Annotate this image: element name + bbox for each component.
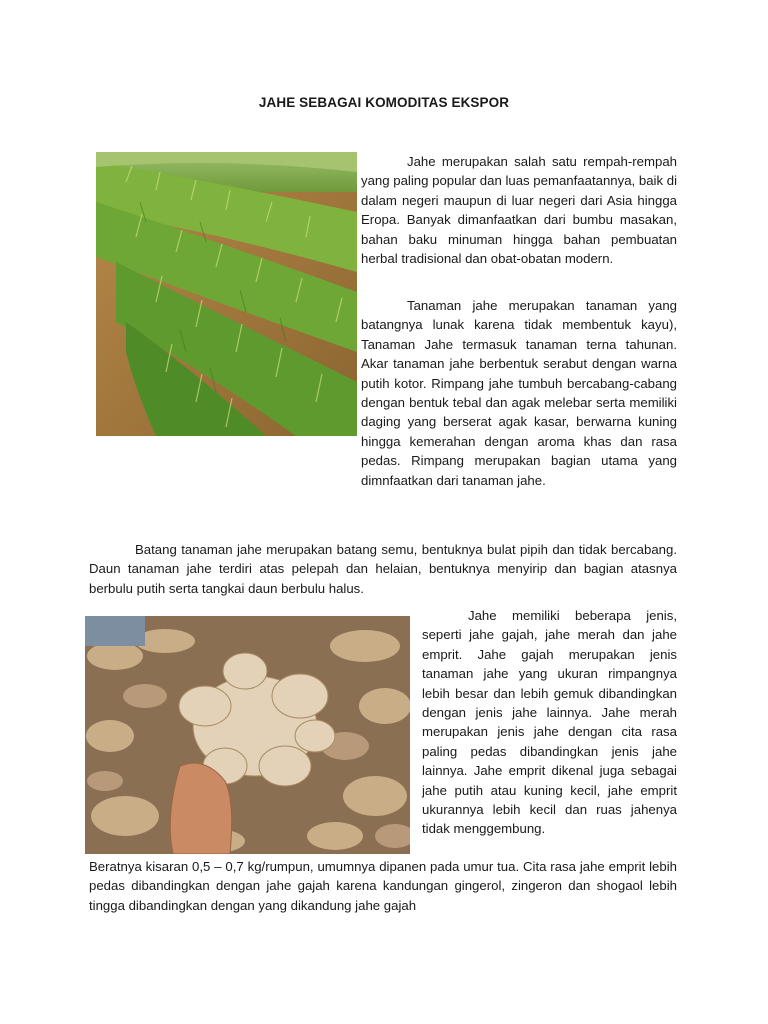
paragraph-types bbox=[422, 606, 677, 839]
paragraph-types-cont bbox=[89, 857, 677, 915]
paragraph-stem bbox=[89, 540, 677, 598]
paragraph-plant bbox=[361, 296, 677, 490]
paragraph-4a: Jahe memiliki beberapa jenis, seperti jahe gajah, jahe merah dan jahe emprit. Jahe gajah merupakan jenis tanaman jahe yang ukuran rimpangnya lebih besar dan lebih gemuk dibandingkan dengan jenis jahe lainnya. Jahe merah merupakan jenis jahe dengan cita rasa paling pedas dibandingkan jenis jahe lainnya. Jahe emprit dikenal juga sebagai jahe putih atau kuning kecil, jahe emprit ukurannya lebih kecil dan ruas jahenya tidak menggembung. bbox=[422, 608, 677, 837]
paragraph-4b: Beratnya kisaran 0,5 – 0,7 kg/rumpun, umumnya dipanen pada umur tua. Cita rasa jahe emprit lebih pedas dibandingkan dengan jahe gajah karena kandungan gingerol, zingeron dan shogaol lebih tingga dibandingkan dengan yang dikandung jahe gajah bbox=[89, 859, 677, 913]
paragraph-1: Jahe merupakan salah satu rempah-rempah yang paling popular dan luas pemanfaatannya, baik di dalam negeri maupun di luar negeri dari Asia hingga Eropa. Banyak dimanfaatkan dari bumbu masakan, bahan baku minuman hingga bahan pembuatan herbal tradisional dan obat-obatan modern. bbox=[361, 154, 677, 267]
paragraph-2: Tanaman jahe merupakan tanaman yang batangnya lunak karena tidak membentuk kayu), Tanaman Jahe termasuk tanaman terna tahunan. Akar tanaman jahe berbentuk serabut dengan warna putih kotor. Rimpang jahe tumbuh bercabang-cabang dengan bentuk tebal dan agak melebar serta memiliki daging yang berserat agak kasar, berwarna kuning hingga kemerahan dengan aroma khas dan rasa pedas. Rimpang merupakan bagian utama yang dimnfaatkan dari tanaman jahe. bbox=[361, 298, 677, 488]
document-title: JAHE SEBAGAI KOMODITAS EKSPOR bbox=[258, 95, 510, 110]
paragraph-3: Batang tanaman jahe merupakan batang semu, bentuknya bulat pipih dan tidak bercabang. Daun tanaman jahe terdiri atas pelepah dan helaian, bentuknya menyirip dan bagian atasnya berbulu putih serta tangkai daun berbulu halus. bbox=[89, 542, 677, 596]
ginger-field-photo bbox=[96, 152, 357, 436]
ginger-rhizome-photo bbox=[85, 616, 410, 854]
paragraph-intro bbox=[361, 152, 677, 268]
